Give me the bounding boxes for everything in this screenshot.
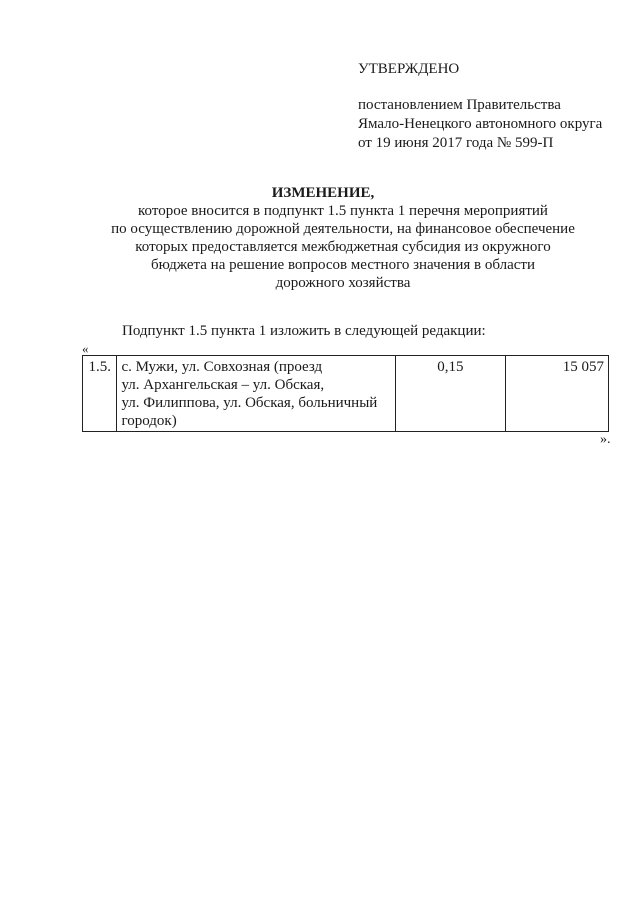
title-line-2: по осуществлению дорожной деятельности, на финансовое обеспечение xyxy=(111,221,575,237)
row-number: 1.5. xyxy=(83,356,117,432)
approval-stamp xyxy=(358,60,602,153)
table-row xyxy=(83,356,609,432)
approval-heading: УТВЕРЖДЕНО xyxy=(358,61,460,77)
row-name xyxy=(117,356,396,432)
approval-line-3: от 19 июня 2017 года № 599-П xyxy=(358,135,554,151)
closing-quote: ». xyxy=(600,432,611,447)
document-title xyxy=(0,184,640,292)
approval-line-2: Ямало-Ненецкого автономного округа xyxy=(358,116,603,132)
title-line-1: которое вносится в подпункт 1.5 пункта 1 перечня мероприятий xyxy=(138,203,548,219)
amendment-table xyxy=(82,355,609,432)
title-line-4: бюджета на решение вопросов местного значения в области xyxy=(151,257,535,273)
row-name-line-1: с. Мужи, ул. Совхозная (проезд xyxy=(121,359,323,375)
title-line-5: дорожного хозяйства xyxy=(275,275,411,291)
row-name-line-2: ул. Архангельская – ул. Обская, xyxy=(121,377,325,393)
approval-line-1: постановлением Правительства xyxy=(358,97,561,113)
opening-quote: « xyxy=(82,341,89,356)
row-length: 0,15 xyxy=(396,356,506,432)
row-name-line-4: городок) xyxy=(121,413,177,429)
title-line-3: которых предоставляется межбюджетная субсидия из окружного xyxy=(135,239,551,255)
instruction-text: Подпункт 1.5 пункта 1 изложить в следующей редакции: xyxy=(122,323,486,339)
row-amount: 15 057 xyxy=(505,356,608,432)
title-heading: ИЗМЕНЕНИЕ, xyxy=(271,185,375,201)
row-name-line-3: ул. Филиппова, ул. Обская, больничный xyxy=(121,395,378,411)
